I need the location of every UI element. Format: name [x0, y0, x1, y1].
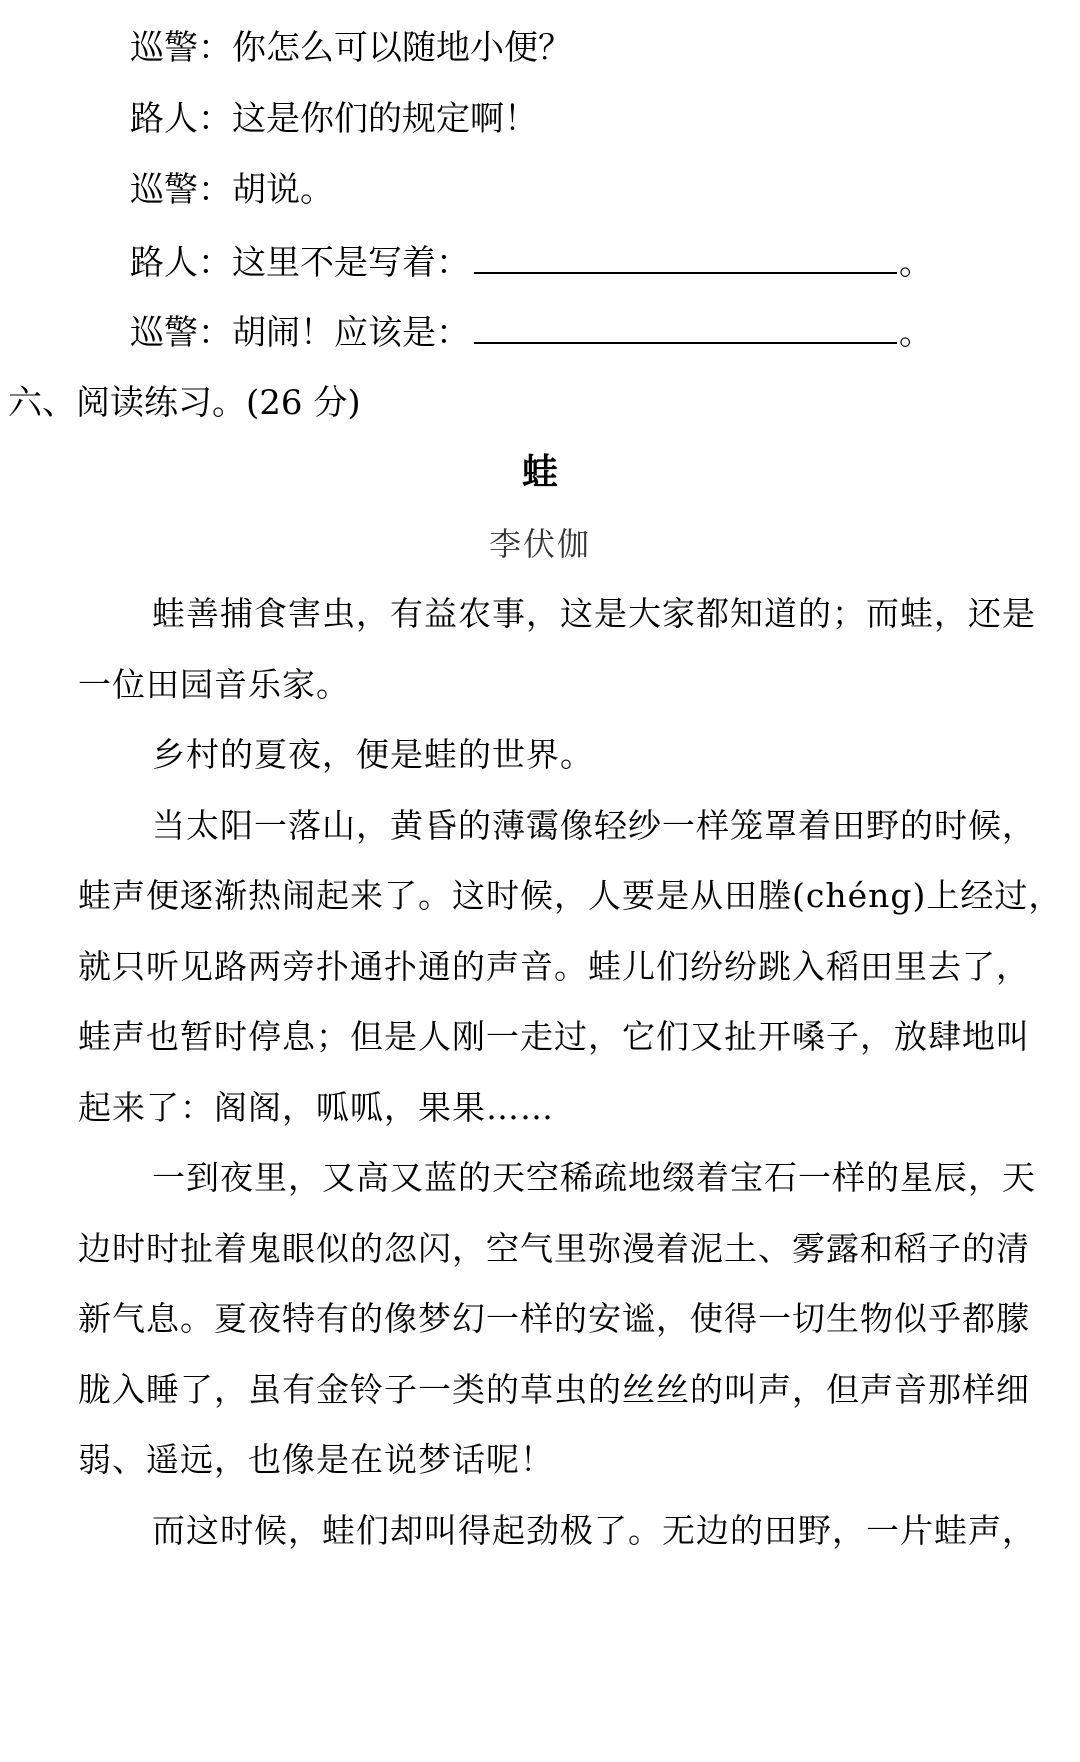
- dialogue-line: [130, 28, 572, 68]
- dialogue-speaker: 巡警：: [130, 313, 232, 353]
- dialogue-line: [130, 170, 334, 210]
- dialogue-end: 。: [899, 243, 933, 283]
- paragraph-line: 胧入睡了，虽有金铃子一类的草虫的丝丝的叫声，但声音那样细: [78, 1370, 1030, 1409]
- paragraph-line: 而这时候，蛙们却叫得起劲极了。无边的田野，一片蛙声，: [152, 1511, 1036, 1550]
- dialogue-line: [130, 99, 538, 139]
- dialogue-text: 胡说。: [232, 170, 334, 210]
- dialogue-text: 这是你们的规定啊！: [232, 99, 538, 139]
- answer-blank[interactable]: [474, 314, 897, 344]
- dialogue-speaker: 路人：: [130, 243, 232, 283]
- paragraph-line: 一到夜里，又高又蓝的天空稀疏地缀着宝石一样的星辰，天: [152, 1158, 1036, 1197]
- dialogue-line: [130, 243, 933, 283]
- dialogue-speaker: 巡警：: [130, 28, 232, 68]
- paragraph-line: 乡村的夏夜，便是蛙的世界。: [152, 735, 594, 774]
- paragraph-line: 新气息。夏夜特有的像梦幻一样的安谧，使得一切生物似乎都朦: [78, 1299, 1030, 1338]
- paragraph-line: 蛙声便逐渐热闹起来了。这时候，人要是从田塍(chéng)上经过，: [78, 876, 1063, 915]
- answer-blank[interactable]: [474, 244, 897, 274]
- paragraph-line: 蛙善捕食害虫，有益农事，这是大家都知道的；而蛙，还是: [152, 594, 1036, 633]
- paragraph-line: 弱、遥远，也像是在说梦话呢！: [78, 1440, 554, 1479]
- dialogue-speaker: 路人：: [130, 99, 232, 139]
- paragraph-line: 边时时扯着鬼眼似的忽闪，空气里弥漫着泥土、雾露和稻子的清: [78, 1229, 1030, 1268]
- dialogue-text: 这里不是写着：: [232, 243, 470, 283]
- paragraph-line: 起来了：阁阁，呱呱，果果……: [78, 1088, 554, 1127]
- dialogue-text: 你怎么可以随地小便？: [232, 28, 572, 68]
- dialogue-speaker: 巡警：: [130, 170, 232, 210]
- paragraph-line: 当太阳一落山，黄昏的薄霭像轻纱一样笼罩着田野的时候，: [152, 806, 1036, 845]
- paragraph-line: 一位田园音乐家。: [78, 665, 350, 704]
- paragraph-line: 就只听见路两旁扑通扑通的声音。蛙儿们纷纷跳入稻田里去了，: [78, 947, 1030, 986]
- section-heading: 六、阅读练习。(26 分): [8, 383, 361, 423]
- paragraph-line: 蛙声也暂时停息；但是人刚一走过，它们又扯开嗓子，放肆地叫: [78, 1017, 1030, 1056]
- article-author: 李伏伽: [488, 525, 591, 563]
- article-title: 蛙: [521, 451, 558, 493]
- dialogue-end: 。: [899, 313, 933, 353]
- dialogue-line: [130, 313, 933, 353]
- dialogue-text: 胡闹！应该是：: [232, 313, 470, 353]
